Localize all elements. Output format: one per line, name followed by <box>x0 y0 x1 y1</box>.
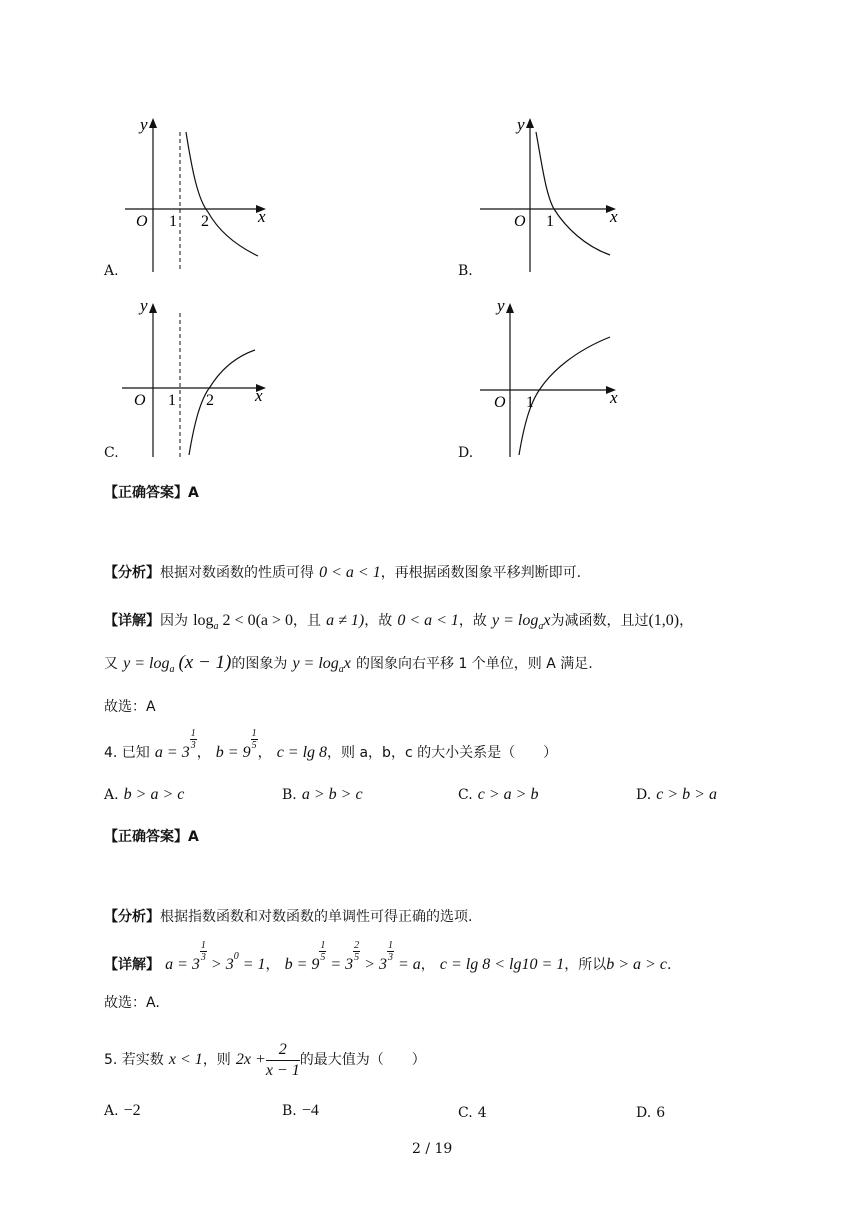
detail-text-d: ，故 <box>458 613 487 629</box>
detail-math-3: c = lg 8 < lg10 = 1 <box>439 956 565 974</box>
q5-expr: 2x + $\frac{2}{x - 1}$ <box>235 1041 300 1079</box>
x-label: x <box>610 207 618 226</box>
q4-stem <box>104 728 558 765</box>
line2-math-2: $y = \log_ax$ <box>292 655 351 676</box>
q5-stem-c: 的最大值为（ ） <box>299 1052 426 1069</box>
q4-c-expr: c = lg 8 <box>276 744 328 762</box>
graph-d <box>470 295 640 465</box>
q4-option-b[interactable]: B. a > b > c <box>282 786 363 803</box>
graph-c <box>100 295 290 465</box>
graph-a <box>100 110 290 280</box>
detail-text-f: ， <box>679 613 694 629</box>
tick-1: 1 <box>546 213 554 230</box>
q4-option-d[interactable]: D. c > b > a <box>636 786 717 803</box>
option-c-label: C. <box>104 445 119 461</box>
analysis-text: 根据指数函数和对数函数的单调性可得正确的选项. <box>160 909 473 925</box>
line2-text-c: 的图象向右平移 1 个单位，则 A 满足. <box>356 656 593 672</box>
tick-1: 1 <box>526 394 534 411</box>
q5-option-c[interactable]: C. 4 <box>458 1105 487 1121</box>
analysis-text-a: 根据对数函数的性质可得 <box>160 565 314 581</box>
q4-analysis <box>104 906 472 926</box>
analysis-head: 【分析】 <box>104 909 160 925</box>
q3-detail-line2 <box>104 652 593 675</box>
curve <box>536 132 610 255</box>
q4-detail <box>104 940 672 977</box>
detail-head: 【详解】 <box>104 613 160 629</box>
line2-math-1: $y = \log_a (x - 1)$ <box>123 652 232 676</box>
q4-option-a[interactable]: A. b > a > c <box>104 786 185 803</box>
q5-option-b[interactable]: B. −4 <box>282 1102 319 1119</box>
comma: ， <box>257 745 272 762</box>
graph-b <box>470 110 640 280</box>
comma: ， <box>265 957 280 974</box>
tick-1: 1 <box>168 392 176 409</box>
detail-text-c: ，故 <box>364 613 393 629</box>
origin-label: O <box>136 213 148 230</box>
q4-stem-a: 4. 已知 <box>104 745 150 762</box>
q4-option-c[interactable]: C. c > a > b <box>458 786 539 803</box>
detail-text-e: 为减函数，且过 <box>550 613 649 629</box>
q5-option-a[interactable]: A. −2 <box>104 1102 141 1119</box>
detail-math-4: 0 < a < 1 <box>397 612 459 629</box>
q5-stem <box>104 1040 426 1081</box>
line2-text-b: 的图象为 <box>231 656 288 672</box>
option-b-label: B. <box>458 263 473 279</box>
detail-math-6: (1,0) <box>648 612 680 629</box>
detail-so: ，所以 <box>564 957 607 974</box>
q5-stem-b: ，则 <box>202 1052 231 1069</box>
q5-option-d[interactable]: D. 6 <box>636 1105 666 1121</box>
detail-text-b: ，且 <box>293 613 322 629</box>
y-arrow <box>149 118 157 128</box>
detail-text-a: 因为 <box>160 613 188 629</box>
curve <box>186 132 258 256</box>
page-number: 2 / 19 <box>412 1141 453 1157</box>
q4-stem-b: ，则 a，b，c 的大小关系是（ ） <box>327 745 558 762</box>
y-arrow <box>149 303 157 313</box>
q4-b-expr: b = 9 $\frac{1}{5}$ <box>215 728 257 762</box>
y-arrow <box>526 118 534 128</box>
origin-label: O <box>494 394 506 411</box>
q3-answer: 【正确答案】A <box>104 485 199 501</box>
x-label: x <box>610 388 618 407</box>
option-a-label: A. <box>104 263 119 279</box>
tick-1: 1 <box>169 213 177 230</box>
q5-cond: x < 1 <box>168 1051 203 1069</box>
tick-2: 2 <box>201 213 209 230</box>
y-arrow <box>506 303 514 313</box>
y-label: y <box>140 115 148 134</box>
q3-analysis <box>104 562 581 582</box>
curve <box>189 350 255 455</box>
y-label: y <box>517 115 525 134</box>
line2-text-a: 又 <box>104 656 118 672</box>
origin-label: O <box>134 392 146 409</box>
detail-math-3: a ≠ 1) <box>326 612 365 629</box>
detail-math-1: a = 3 $\frac{1}{3}$ > $3^0 = 1$ <box>165 940 266 974</box>
origin-label: O <box>514 213 526 230</box>
q4-answer: 【正确答案】A <box>104 829 199 845</box>
q3-choose: 故选：A <box>104 699 156 715</box>
q3-detail-line1 <box>104 610 693 632</box>
detail-math-2: b = 9 $\frac{1}{5}$ = 3 $\frac{2}{5}$ > 3 $\frac{1}{3}$ = a <box>284 940 421 974</box>
y-label: y <box>497 296 505 315</box>
detail-result: b > a > c <box>606 956 667 974</box>
detail-head: 【详解】 <box>104 957 160 974</box>
comma: ， <box>420 957 435 974</box>
comma: ， <box>196 745 211 762</box>
analysis-text-b: ，再根据函数图象平移判断即可. <box>380 565 582 581</box>
x-label: x <box>258 207 266 226</box>
y-label: y <box>140 296 148 315</box>
period: . <box>666 957 672 974</box>
tick-2: 2 <box>206 392 214 409</box>
x-label: x <box>255 386 263 405</box>
q5-stem-a: 5. 若实数 <box>104 1052 164 1069</box>
detail-math-1: $\log_a 2 < 0(a > 0$ <box>193 612 294 633</box>
detail-math-5: $y = \log_ax$ <box>492 612 551 633</box>
q4-a-expr: a = 3 $\frac{1}{3}$ <box>154 728 196 762</box>
option-d-label: D. <box>458 445 474 461</box>
q4-choose: 故选：A. <box>104 995 160 1011</box>
analysis-math: 0 < a < 1 <box>319 564 381 581</box>
analysis-head: 【分析】 <box>104 565 160 581</box>
